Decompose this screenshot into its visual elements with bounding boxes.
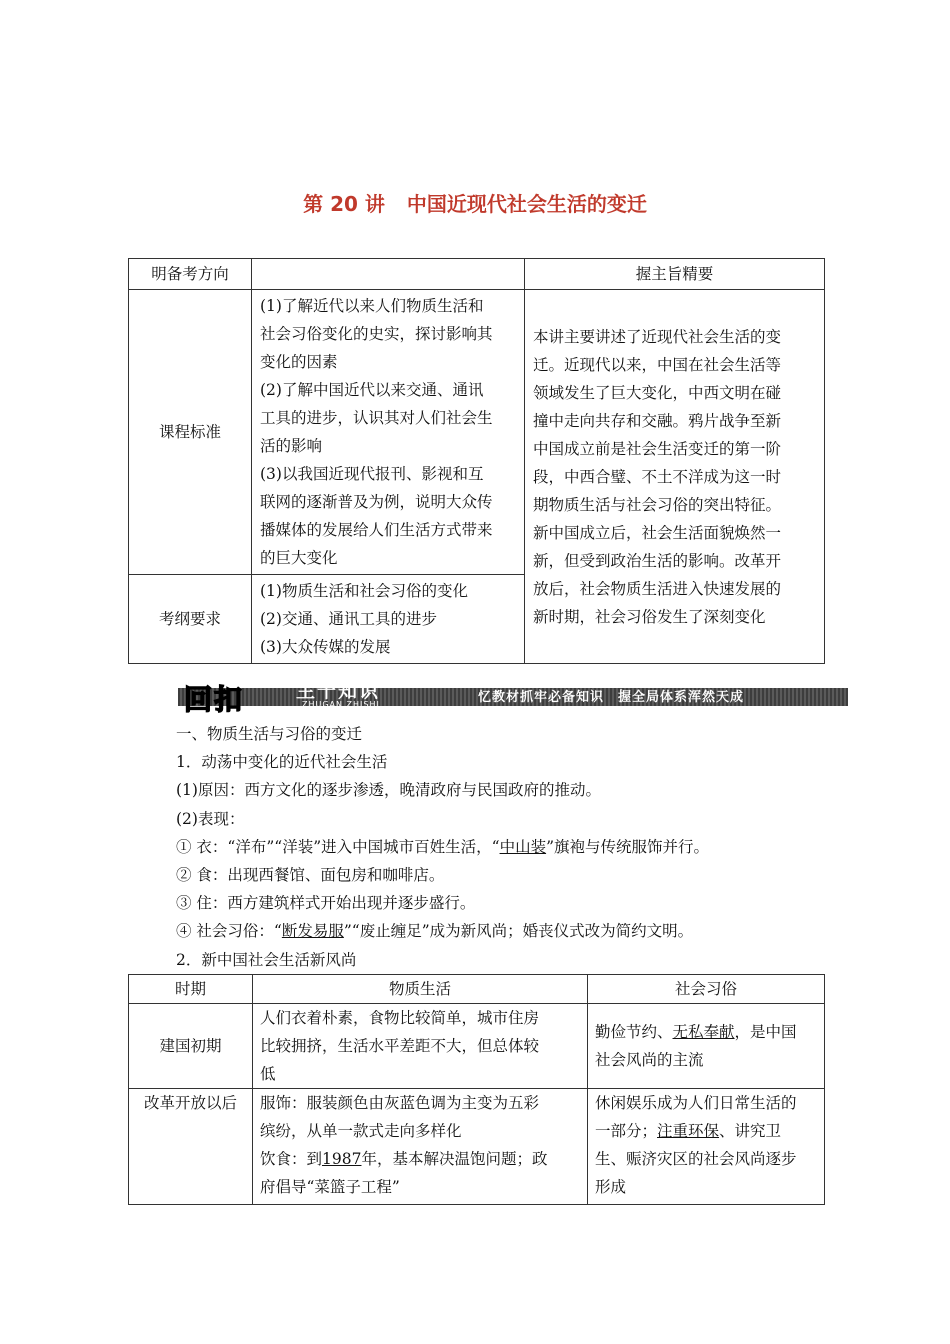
reason-line: (1)原因：西方文化的逐步渗透，晚清政府与民国政府的推动。 [176,781,601,800]
banner-slogan: 忆教材抓牢必备知识 握全局体系浑然天成 [478,690,745,705]
row-label-exam: 考纲要求 [129,575,252,664]
curriculum-line: (1)了解近代以来人们物质生活和 [260,297,484,315]
summary-line: 期物质生活与社会习俗的突出特征。 [533,495,782,514]
subsection-heading-2: 2．新中国社会生活新风尚 [176,950,357,969]
lesson-title [0,188,950,217]
era-header-period: 时期 [129,975,253,1004]
overview-header-summary: 握主旨精要 [525,259,825,290]
banner-zhugan: 主干知识 [296,680,381,702]
lesson-number: 第 20 讲 [303,192,385,216]
custom-text-end: 、讲究卫 [719,1122,782,1140]
custom-text-end: ”“废止缠足”成为新风尚；婚丧仪式改为简约文明。 [343,922,694,941]
material-line: 比较拥挤，生活水平差距不大，但总体较 [260,1037,540,1055]
material-text: 饮食：到 [260,1150,323,1168]
overview-header-direction: 明备考方向 [129,259,252,290]
subsection-heading: 1．动荡中变化的近代社会生活 [176,753,388,772]
era-table [128,974,825,1205]
custom-line [176,917,836,945]
material-text-end: 年，基本解决温饱问题；政 [361,1150,548,1168]
era-material-reform [253,1089,588,1205]
curriculum-line: 变化的因素 [260,353,338,371]
summary-line: 本讲主要讲述了近现代社会生活的变 [533,327,782,346]
custom-text: 一部分； [595,1122,658,1140]
overview-table [128,258,825,664]
custom-line: 社会风尚的主流 [595,1051,704,1069]
era-header-custom: 社会习俗 [588,975,825,1004]
custom-text: ④ 社会习俗：“ [176,922,282,941]
era-period-early: 建国初期 [129,1004,253,1089]
summary-line: 迁。近现代以来，中国在社会生活等 [533,355,782,374]
curriculum-line: 的巨大变化 [260,549,338,567]
overview-header-blank [252,259,525,290]
custom-line: 休闲娱乐成为人们日常生活的 [595,1094,797,1112]
section-banner [178,678,848,716]
section-heading: 一、物质生活与习俗的变迁 [176,725,363,743]
summary-line: 新时期，社会习俗发生了深刻变化 [533,607,766,626]
material-line: 低 [260,1065,276,1083]
custom-text-end: ，是中国 [734,1023,797,1041]
custom-underlined: 无私奉献 [672,1023,735,1041]
housing-line: ③ 住：西方建筑样式开始出现并逐步盛行。 [176,894,476,913]
summary-line: 领域发生了巨大变化，中西文明在碰 [533,383,782,402]
curriculum-line: (3)以我国近现代报刊、影视和互 [260,465,484,483]
custom-line [595,1117,817,1145]
curriculum-line: 活的影响 [260,437,323,455]
row-label-curriculum: 课程标准 [129,290,252,575]
era-period-reform: 改革开放以后 [129,1089,253,1205]
clothing-text-end: ”旗袍与传统服饰并行。 [546,837,710,856]
custom-line: 生、赈济灾区的社会风尚逐步 [595,1150,797,1168]
custom-line [595,1018,817,1046]
exam-content [252,575,525,664]
era-material-early [253,1004,588,1089]
summary-line: 新，但受到政治生活的影响。改革开 [533,551,782,570]
exam-line: (2)交通、通讯工具的进步 [260,610,437,628]
exam-line: (3)大众传媒的发展 [260,638,391,656]
curriculum-line: 工具的进步，认识其对人们社会生 [260,409,493,427]
curriculum-line: (2)了解中国近代以来交通、通讯 [260,381,484,399]
content-body [176,720,836,974]
era-custom-early [588,1004,825,1089]
material-line: 缤纷，从单一款式走向多样化 [260,1122,462,1140]
exam-line: (1)物质生活和社会习俗的变化 [260,582,468,600]
curriculum-line: 联网的逐渐普及为例，说明大众传 [260,493,493,511]
custom-underlined: 注重环保 [657,1122,720,1140]
custom-underlined: 断发易服 [281,922,344,941]
summary-content [525,290,825,664]
material-line: 府倡导“菜篮子工程” [260,1178,400,1196]
material-line: 人们衣着朴素，食物比较简单，城市住房 [260,1009,540,1027]
era-custom-reform [588,1089,825,1205]
custom-line: 形成 [595,1178,627,1196]
banner-pinyin: ZHUGAN ZHISHI [302,700,380,709]
clothing-line [176,833,836,861]
summary-line: 撞中走向共存和交融。鸦片战争至新 [533,411,782,430]
food-line: ② 食：出现西餐馆、面包房和咖啡店。 [176,866,445,885]
custom-text: 勤俭节约、 [595,1023,673,1041]
material-line [260,1145,580,1173]
curriculum-line: 社会习俗变化的史实，探讨影响其 [260,325,493,343]
lesson-title-text: 中国近现代社会生活的变迁 [406,192,647,216]
summary-line: 新中国成立后，社会生活面貌焕然一 [533,523,782,542]
performance-line: (2)表现： [176,809,245,828]
era-header-material: 物质生活 [253,975,588,1004]
summary-line: 段，中西合璧、不土不洋成为这一时 [533,467,782,486]
summary-line: 中国成立前是社会生活变迁的第一阶 [533,439,782,458]
clothing-underlined: 中山装 [499,837,547,856]
banner-huikou: 回扣 [184,683,245,716]
curriculum-line: 播媒体的发展给人们生活方式带来 [260,521,493,539]
summary-line: 放后，社会物质生活进入快速发展的 [533,579,782,598]
clothing-text: ① 衣：“洋布”“洋装”进入中国城市百姓生活，“ [176,837,500,856]
material-underlined: 1987 [322,1150,362,1168]
material-line: 服饰：服装颜色由灰蓝色调为主变为五彩 [260,1094,540,1112]
curriculum-content [252,290,525,575]
